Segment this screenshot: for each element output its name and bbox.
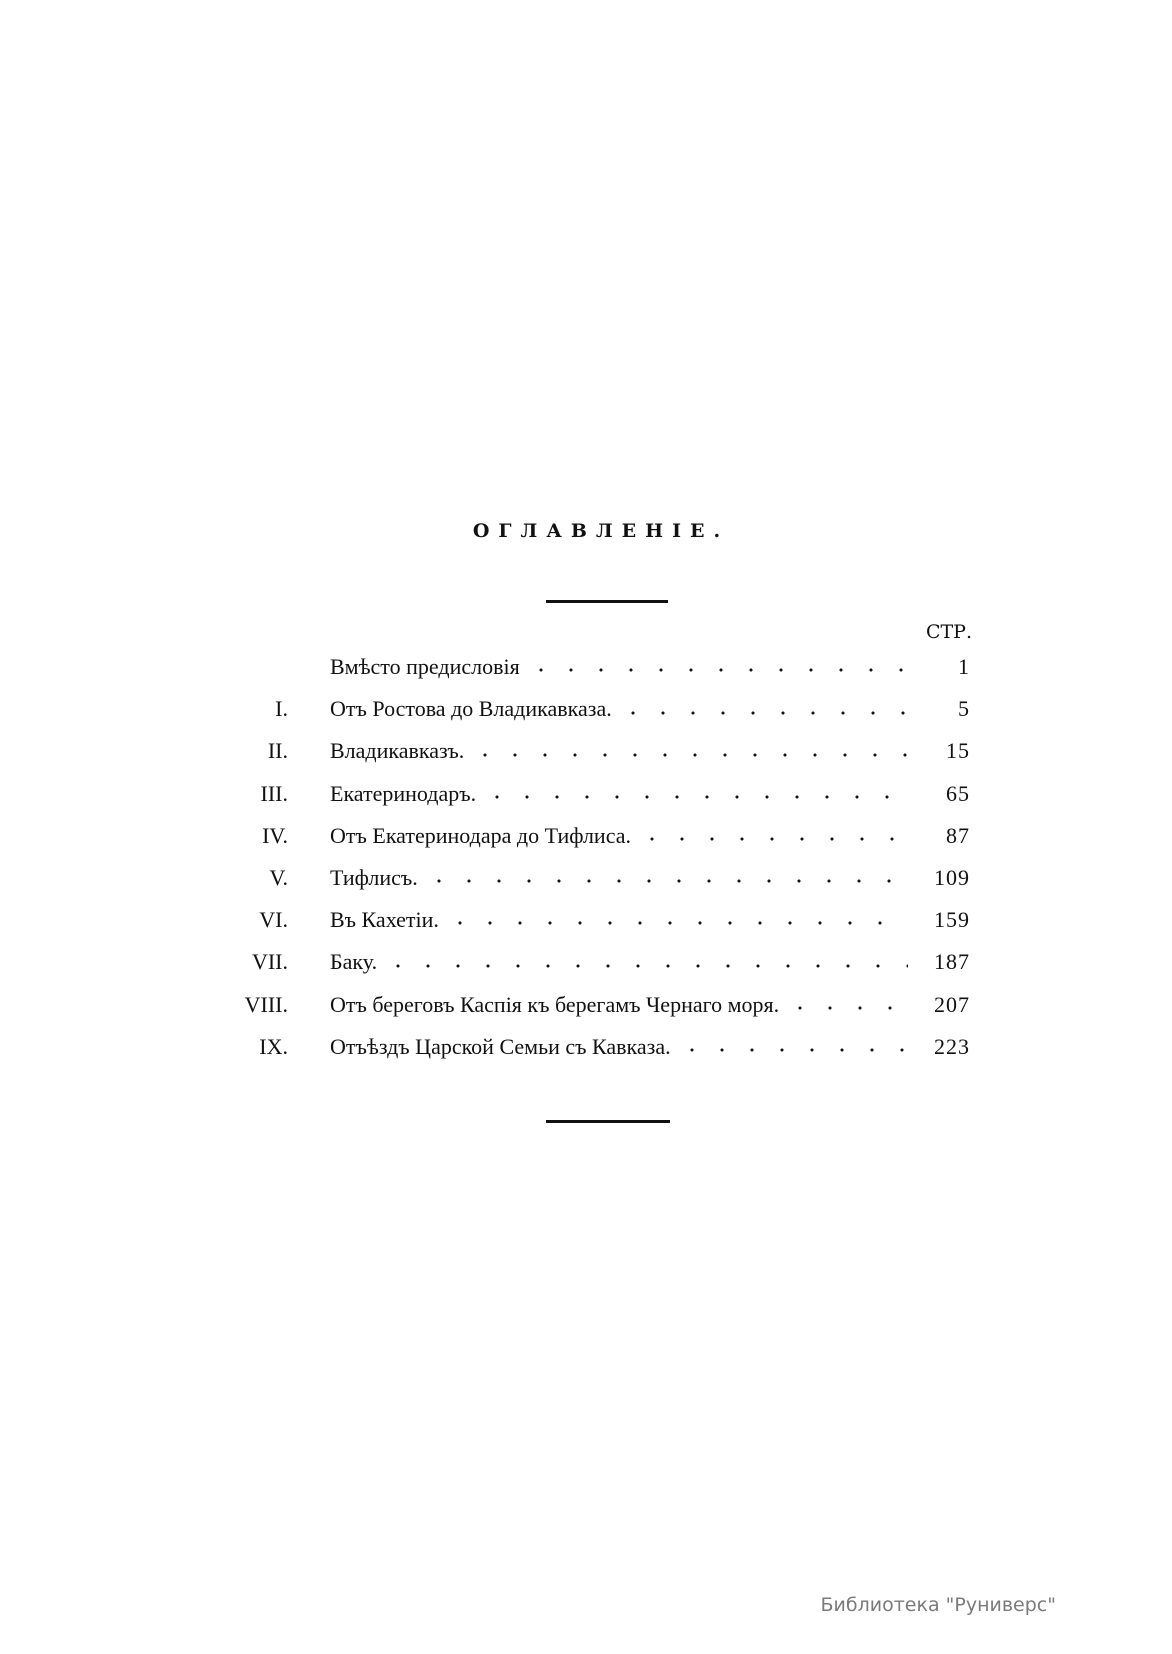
toc-entry-numeral: IV. (262, 822, 288, 848)
toc-entry-title: Отъѣздъ Царской Семьи съ Кавказа. (330, 1033, 671, 1059)
toc-entry (230, 773, 970, 815)
toc-entry (230, 688, 970, 730)
toc-entry (230, 730, 970, 772)
toc-entry-page: 207 (934, 991, 970, 1017)
toc-entry-title: Отъ береговъ Каспія къ берегамъ Чернаго моря. (330, 991, 780, 1017)
top-divider (546, 600, 668, 603)
toc-entry (230, 857, 970, 899)
toc-entry-page: 223 (934, 1033, 970, 1059)
toc-entry-page: 159 (934, 907, 970, 933)
toc-entry-title: Тифлисъ. (330, 865, 418, 891)
dot-leader (482, 773, 908, 815)
dot-leader (677, 1026, 908, 1068)
toc-entry (230, 984, 970, 1026)
toc-title: ОГЛАВЛЕНІЕ. (472, 520, 730, 542)
toc-entry-title: Баку. (330, 949, 378, 975)
toc-entry-page: 109 (934, 865, 970, 891)
toc-entry-numeral: VII. (251, 949, 288, 975)
dot-leader (526, 646, 908, 688)
toc-entry-title: Отъ Ростова до Владикавказа. (330, 696, 612, 722)
toc-entry (230, 941, 970, 983)
toc-entry-title: Въ Кахетіи. (330, 907, 439, 933)
dot-leader (470, 730, 908, 772)
table-of-contents (230, 646, 970, 1068)
page-column-label: СТР. (925, 621, 972, 643)
bottom-divider (546, 1120, 670, 1123)
dot-leader (383, 941, 908, 983)
toc-entry-numeral: VIII. (244, 991, 288, 1017)
toc-entry (230, 1026, 970, 1068)
toc-entry-numeral: VI. (259, 907, 288, 933)
dot-leader (618, 688, 908, 730)
toc-entry-title: Вмѣсто предисловія (330, 654, 520, 680)
dot-leader (785, 984, 908, 1026)
toc-entry-page: 65 (946, 780, 970, 806)
toc-entry-page: 5 (958, 696, 970, 722)
toc-entry-numeral: III. (260, 780, 288, 806)
toc-entry-numeral: II. (267, 738, 288, 764)
toc-entry-page: 187 (934, 949, 970, 975)
toc-entry-title: Владикавказъ. (330, 738, 465, 764)
toc-entry-title: Отъ Екатеринодара до Тифлиса. (330, 822, 631, 848)
toc-entry (230, 899, 970, 941)
toc-entry-page: 1 (958, 654, 970, 680)
toc-entry (230, 646, 970, 688)
toc-entry-title: Екатеринодаръ. (330, 780, 477, 806)
toc-entry-page: 87 (946, 822, 970, 848)
dot-leader (424, 857, 908, 899)
library-watermark: Библиотека "Руниверс" (820, 1594, 1056, 1616)
toc-entry-numeral: I. (275, 696, 288, 722)
toc-entry-numeral: IX. (259, 1033, 288, 1059)
toc-entry-page: 15 (946, 738, 970, 764)
dot-leader (445, 899, 908, 941)
dot-leader (637, 815, 908, 857)
toc-entry (230, 815, 970, 857)
toc-entry-numeral: V. (269, 865, 288, 891)
